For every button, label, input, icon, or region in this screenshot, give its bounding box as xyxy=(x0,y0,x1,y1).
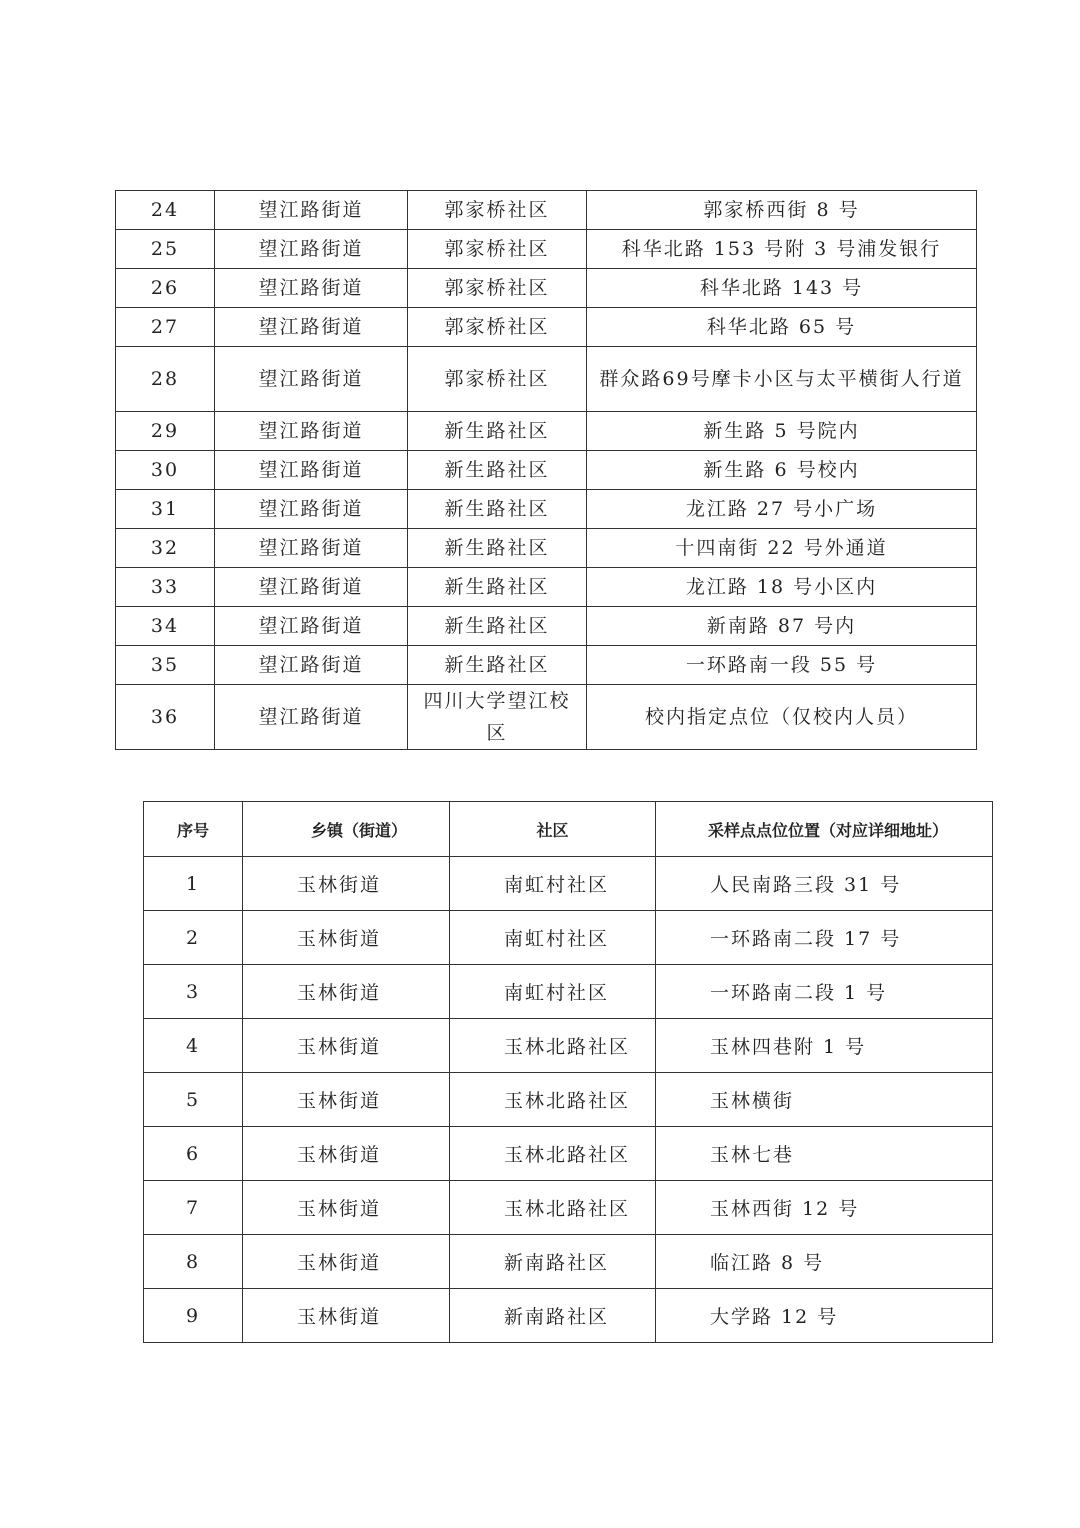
cell-street: 玉林街道 xyxy=(243,911,450,965)
header-no: 序号 xyxy=(144,802,243,857)
table-row xyxy=(116,308,977,347)
cell-no: 27 xyxy=(116,308,215,347)
cell-street: 望江路街道 xyxy=(215,230,408,269)
cell-street: 望江路街道 xyxy=(215,685,408,750)
cell-location: 玉林西街 12 号 xyxy=(656,1181,993,1235)
cell-no: 26 xyxy=(116,269,215,308)
cell-community: 南虹村社区 xyxy=(450,857,656,911)
cell-community: 郭家桥社区 xyxy=(408,308,587,347)
cell-street: 玉林街道 xyxy=(243,965,450,1019)
cell-no: 36 xyxy=(116,685,215,750)
cell-community: 新生路社区 xyxy=(408,529,587,568)
cell-no: 9 xyxy=(144,1289,243,1343)
cell-no: 4 xyxy=(144,1019,243,1073)
cell-no: 35 xyxy=(116,646,215,685)
table-row xyxy=(116,451,977,490)
table-row xyxy=(144,1289,993,1343)
cell-no: 33 xyxy=(116,568,215,607)
cell-street: 望江路街道 xyxy=(215,607,408,646)
cell-street: 望江路街道 xyxy=(215,412,408,451)
table-row xyxy=(144,1019,993,1073)
cell-no: 7 xyxy=(144,1181,243,1235)
table-row xyxy=(144,911,993,965)
cell-location: 科华北路 143 号 xyxy=(587,269,977,308)
cell-no: 29 xyxy=(116,412,215,451)
cell-location: 玉林横街 xyxy=(656,1073,993,1127)
cell-street: 望江路街道 xyxy=(215,529,408,568)
cell-location: 一环路南一段 55 号 xyxy=(587,646,977,685)
cell-street: 望江路街道 xyxy=(215,308,408,347)
cell-community: 玉林北路社区 xyxy=(450,1181,656,1235)
cell-street: 玉林街道 xyxy=(243,1181,450,1235)
cell-street: 望江路街道 xyxy=(215,646,408,685)
cell-community: 新生路社区 xyxy=(408,412,587,451)
cell-community: 玉林北路社区 xyxy=(450,1019,656,1073)
cell-location: 人民南路三段 31 号 xyxy=(656,857,993,911)
cell-community: 郭家桥社区 xyxy=(408,191,587,230)
table-header-row xyxy=(144,802,993,857)
cell-no: 2 xyxy=(144,911,243,965)
cell-no: 25 xyxy=(116,230,215,269)
table-row xyxy=(144,1073,993,1127)
header-location: 采样点点位位置（对应详细地址） xyxy=(656,802,993,857)
cell-community: 南虹村社区 xyxy=(450,965,656,1019)
table-row xyxy=(116,529,977,568)
cell-street: 玉林街道 xyxy=(243,1127,450,1181)
cell-location: 玉林七巷 xyxy=(656,1127,993,1181)
cell-location: 群众路69号摩卡小区与太平横街人行道 xyxy=(587,347,977,412)
cell-no: 5 xyxy=(144,1073,243,1127)
header-street: 乡镇（街道） xyxy=(243,802,450,857)
cell-no: 31 xyxy=(116,490,215,529)
cell-community: 南虹村社区 xyxy=(450,911,656,965)
cell-no: 3 xyxy=(144,965,243,1019)
sampling-sites-table xyxy=(143,801,993,1343)
cell-community: 新南路社区 xyxy=(450,1235,656,1289)
cell-no: 1 xyxy=(144,857,243,911)
cell-street: 望江路街道 xyxy=(215,490,408,529)
cell-location: 大学路 12 号 xyxy=(656,1289,993,1343)
cell-location: 十四南街 22 号外通道 xyxy=(587,529,977,568)
cell-street: 玉林街道 xyxy=(243,1073,450,1127)
table-body xyxy=(144,857,993,1343)
cell-street: 玉林街道 xyxy=(243,857,450,911)
cell-location: 一环路南二段 17 号 xyxy=(656,911,993,965)
cell-community: 郭家桥社区 xyxy=(408,230,587,269)
cell-community: 郭家桥社区 xyxy=(408,269,587,308)
table-row xyxy=(144,1235,993,1289)
cell-community: 玉林北路社区 xyxy=(450,1073,656,1127)
cell-location: 科华北路 65 号 xyxy=(587,308,977,347)
table-row xyxy=(116,412,977,451)
cell-street: 玉林街道 xyxy=(243,1289,450,1343)
cell-location: 郭家桥西街 8 号 xyxy=(587,191,977,230)
cell-location: 科华北路 153 号附 3 号浦发银行 xyxy=(587,230,977,269)
cell-street: 望江路街道 xyxy=(215,451,408,490)
table-row xyxy=(144,1181,993,1235)
table-body xyxy=(116,191,977,750)
cell-location: 玉林四巷附 1 号 xyxy=(656,1019,993,1073)
cell-community: 新南路社区 xyxy=(450,1289,656,1343)
cell-street: 望江路街道 xyxy=(215,269,408,308)
cell-street: 望江路街道 xyxy=(215,347,408,412)
cell-no: 24 xyxy=(116,191,215,230)
header-community: 社区 xyxy=(450,802,656,857)
cell-street: 望江路街道 xyxy=(215,568,408,607)
cell-location: 龙江路 27 号小广场 xyxy=(587,490,977,529)
cell-street: 玉林街道 xyxy=(243,1019,450,1073)
cell-community: 四川大学望江校区 xyxy=(408,685,587,750)
table-row xyxy=(116,191,977,230)
cell-location: 新生路 6 号校内 xyxy=(587,451,977,490)
cell-community: 新生路社区 xyxy=(408,568,587,607)
cell-no: 28 xyxy=(116,347,215,412)
cell-location: 龙江路 18 号小区内 xyxy=(587,568,977,607)
table-row xyxy=(116,607,977,646)
cell-community: 郭家桥社区 xyxy=(408,347,587,412)
table-row xyxy=(116,685,977,750)
table-row xyxy=(116,230,977,269)
cell-location: 新南路 87 号内 xyxy=(587,607,977,646)
table-row xyxy=(144,965,993,1019)
cell-community: 新生路社区 xyxy=(408,607,587,646)
cell-location: 一环路南二段 1 号 xyxy=(656,965,993,1019)
cell-no: 32 xyxy=(116,529,215,568)
cell-community: 玉林北路社区 xyxy=(450,1127,656,1181)
sampling-sites-table-continued xyxy=(115,190,977,750)
cell-community: 新生路社区 xyxy=(408,646,587,685)
table-row xyxy=(116,490,977,529)
cell-no: 8 xyxy=(144,1235,243,1289)
table-row xyxy=(116,269,977,308)
table-row xyxy=(116,646,977,685)
cell-street: 玉林街道 xyxy=(243,1235,450,1289)
cell-location: 新生路 5 号院内 xyxy=(587,412,977,451)
table-row xyxy=(144,1127,993,1181)
cell-community: 新生路社区 xyxy=(408,490,587,529)
table-row xyxy=(144,857,993,911)
table-row xyxy=(116,347,977,412)
cell-no: 30 xyxy=(116,451,215,490)
cell-community: 新生路社区 xyxy=(408,451,587,490)
cell-location: 临江路 8 号 xyxy=(656,1235,993,1289)
table-row xyxy=(116,568,977,607)
cell-location: 校内指定点位（仅校内人员） xyxy=(587,685,977,750)
cell-street: 望江路街道 xyxy=(215,191,408,230)
cell-no: 6 xyxy=(144,1127,243,1181)
cell-no: 34 xyxy=(116,607,215,646)
